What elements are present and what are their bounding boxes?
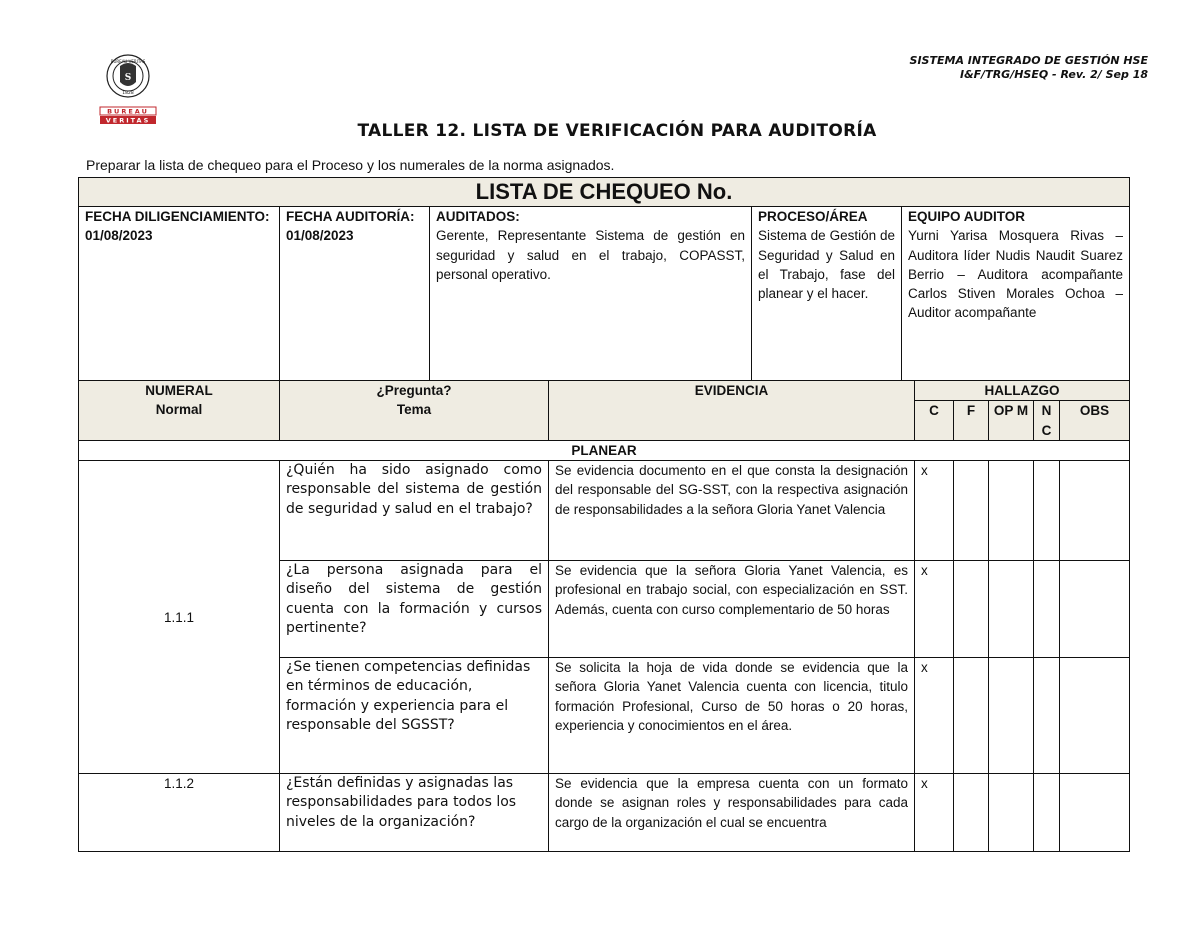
pregunta-cell: ¿La persona asignada para el diseño del sistema de gestión cuenta con la formación y cursos pertinente? [280, 561, 549, 658]
equipo-auditor-cell [902, 207, 1130, 381]
fecha-auditoria-value: 01/08/2023 [286, 228, 354, 244]
document-header-info [910, 54, 1148, 82]
opm-cell [989, 561, 1034, 658]
c-mark-cell: x [915, 461, 954, 561]
logo-brand-line1: BUREAU [107, 107, 149, 116]
nc-cell [1034, 561, 1060, 658]
fecha-diligenciamiento-label: FECHA DILIGENCIAMIENTO: [85, 209, 270, 224]
obs-cell [1060, 658, 1130, 774]
checklist-table [78, 177, 1130, 852]
evidencia-cell: Se evidencia documento en el que consta la designación del responsable del SG-SST, con la respectiva asignación de responsabilidades a la señora Gloria Yanet Valencia [549, 461, 915, 561]
evidencia-cell: Se solicita la hoja de vida donde se evidencia que la señora Gloria Yanet Valencia cuenta con licencia, titulo formación Profesional, Curso de 50 horas o 20 horas, experiencia y conocimientos en el área. [549, 658, 915, 774]
intro-text: Preparar la lista de chequeo para el Proceso y los numerales de la norma asignados. [86, 157, 615, 173]
c-mark-cell: x [915, 561, 954, 658]
logo-top-text: BUREAU VERITAS [110, 59, 146, 64]
pregunta-cell: ¿Están definidas y asignadas las responsabilidades para todos los niveles de la organización? [280, 774, 549, 852]
obs-cell [1060, 774, 1130, 852]
equipo-auditor-label: EQUIPO AUDITOR [908, 209, 1026, 224]
pregunta-header-line1: ¿Pregunta? [376, 383, 452, 398]
obs-cell [1060, 461, 1130, 561]
opm-cell [989, 461, 1034, 561]
section-planear: PLANEAR [79, 440, 1130, 460]
logo-year: 1828 [122, 91, 134, 96]
system-title: SISTEMA INTEGRADO DE GESTIÓN HSE [909, 54, 1148, 67]
auditados-label: AUDITADOS: [436, 209, 520, 224]
proceso-value: Sistema de Gestión de Seguridad y Salud en el Trabajo, fase del planear y el hacer. [758, 228, 895, 302]
f-cell [954, 774, 989, 852]
pregunta-cell: ¿Quién ha sido asignado como responsable del sistema de gestión de seguridad y salud en el trabajo? [280, 461, 549, 561]
fecha-auditoria-cell [280, 207, 430, 381]
fecha-diligenciamiento-value: 01/08/2023 [85, 228, 153, 244]
nc-cell [1034, 461, 1060, 561]
logo-brand-line2: VERITAS [105, 116, 151, 125]
opm-cell [989, 658, 1034, 774]
fecha-auditoria-label: FECHA AUDITORÍA: [286, 209, 415, 224]
page-title: TALLER 12. LISTA DE VERIFICACIÓN PARA AUDITORÍA [357, 121, 877, 141]
f-cell [954, 658, 989, 774]
evidencia-cell: Se evidencia que la señora Gloria Yanet Valencia, es profesional en trabajo social, con especialización en SST. Además, cuenta con curso complementario de 50 horas [549, 561, 915, 658]
pregunta-header [280, 381, 549, 441]
svg-text:S: S [124, 73, 132, 83]
numeral-header-line2: Normal [155, 402, 203, 418]
numeral-cell-1-1-2: 1.1.2 [79, 774, 280, 852]
nc-header: N C [1034, 401, 1060, 441]
checklist-heading: LISTA DE CHEQUEO No. [79, 178, 1130, 207]
hallazgo-header: HALLAZGO [915, 381, 1130, 401]
obs-header: OBS [1060, 401, 1130, 441]
c-mark-cell: x [915, 774, 954, 852]
auditados-cell [430, 207, 752, 381]
f-cell [954, 561, 989, 658]
document-code: I&F/TRG/HSEQ - Rev. 2/ Sep 18 [959, 68, 1148, 81]
proceso-cell [752, 207, 902, 381]
nc-cell [1034, 658, 1060, 774]
proceso-label: PROCESO/ÁREA [758, 209, 868, 224]
c-header: C [915, 401, 954, 441]
f-header: F [954, 401, 989, 441]
fecha-diligenciamiento-cell [79, 207, 280, 381]
bureau-veritas-logo [98, 52, 158, 128]
c-mark-cell: x [915, 658, 954, 774]
obs-cell [1060, 561, 1130, 658]
evidencia-cell: Se evidencia que la empresa cuenta con un formato donde se asignan roles y responsabilidades para cada cargo de la organización el cual se encuentra [549, 774, 915, 852]
numeral-header [79, 381, 280, 441]
equipo-auditor-value: Yurni Yarisa Mosquera Rivas – Auditora líder Nudis Naudit Suarez Berrio – Auditora acompañante Carlos Stiven Morales Ochoa – Auditor acompañante [908, 228, 1124, 321]
nc-cell [1034, 774, 1060, 852]
f-cell [954, 461, 989, 561]
opm-cell [989, 774, 1034, 852]
numeral-header-line1: NUMERAL [145, 383, 213, 398]
evidencia-header: EVIDENCIA [549, 381, 915, 441]
opm-header: OP M [989, 401, 1034, 441]
auditados-value: Gerente, Representante Sistema de gestión en seguridad y salud en el trabajo, COPASST, personal operativo. [436, 228, 745, 282]
numeral-cell-1-1-1: 1.1.1 [79, 461, 280, 774]
pregunta-cell: ¿Se tienen competencias definidas en términos de educación, formación y experiencia para el responsable del SGSST? [280, 658, 549, 774]
pregunta-header-line2: Tema [396, 402, 432, 418]
